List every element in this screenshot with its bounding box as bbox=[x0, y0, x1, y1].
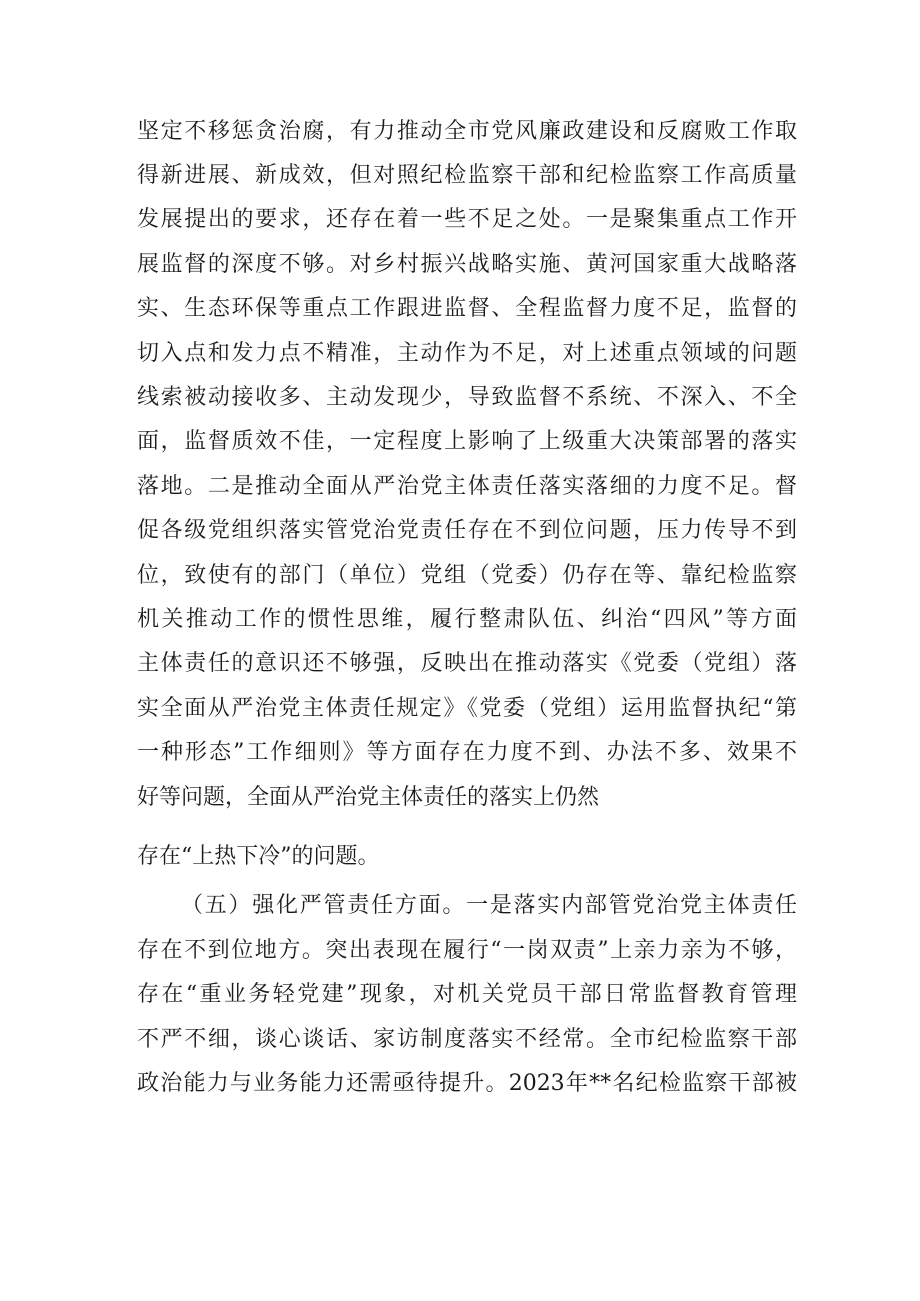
text-line: 位，致使有的部门（单位）党组（党委）仍存在等、靠纪检监察 bbox=[137, 563, 797, 588]
section-heading-line: （五）强化严管责任方面。一是落实内部管党治党主体责任 bbox=[181, 893, 797, 918]
text-line: 实全面从严治党主体责任规定》《党委（党组）运用监督执纪“第 bbox=[137, 696, 797, 721]
text-line: 发展提出的要求，还存在着一些不足之处。一是聚集重点工作开 bbox=[137, 207, 797, 232]
text-line: 落地。二是推动全面从严治党主体责任落实落细的力度不足。督 bbox=[137, 474, 797, 499]
text-line: 一种形态”工作细则》等方面存在力度不到、办法不多、效果不 bbox=[137, 740, 797, 765]
text-line: 存在“重业务轻党建”现象，对机关党员干部日常监督教育管理 bbox=[137, 982, 797, 1007]
text-line: 坚定不移惩贪治腐，有力推动全市党风廉政建设和反腐败工作取 bbox=[137, 119, 797, 144]
text-line: 主体责任的意识还不够强，反映出在推动落实《党委（党组）落 bbox=[137, 651, 797, 676]
text-line: 面，监督质效不佳，一定程度上影响了上级重大决策部署的落实 bbox=[137, 429, 797, 454]
text-line: 存在不到位地方。突出表现在履行“一岗双责”上亲力亲为不够， bbox=[137, 938, 797, 963]
text-line: 好等问题，全面从严治党主体责任的落实上仍然 bbox=[137, 785, 600, 810]
text-line: 实、生态环保等重点工作跟进监督、全程监督力度不足，监督的 bbox=[137, 296, 797, 321]
text-line: 不严不细，谈心谈话、家访制度落实不经常。全市纪检监察干部 bbox=[137, 1027, 797, 1052]
text-line: 存在“上热下冷”的问题。 bbox=[137, 844, 380, 869]
text-line: 促各级党组织落实管党治党责任存在不到位问题，压力传导不到 bbox=[137, 518, 797, 543]
text-line: 切入点和发力点不精准，主动作为不足，对上述重点领域的问题 bbox=[137, 341, 797, 366]
text-line: 政治能力与业务能力还需亟待提升。2023年**名纪检监察干部被 bbox=[137, 1071, 797, 1096]
text-line: 线索被动接收多、主动发现少，导致监督不系统、不深入、不全 bbox=[137, 385, 797, 410]
text-line: 机关推动工作的惯性思维，履行整肃队伍、纠治“四风”等方面 bbox=[137, 607, 797, 632]
text-line: 得新进展、新成效，但对照纪检监察干部和纪检监察工作高质量 bbox=[137, 163, 797, 188]
text-line: 展监督的深度不够。对乡村振兴战略实施、黄河国家重大战略落 bbox=[137, 252, 797, 277]
